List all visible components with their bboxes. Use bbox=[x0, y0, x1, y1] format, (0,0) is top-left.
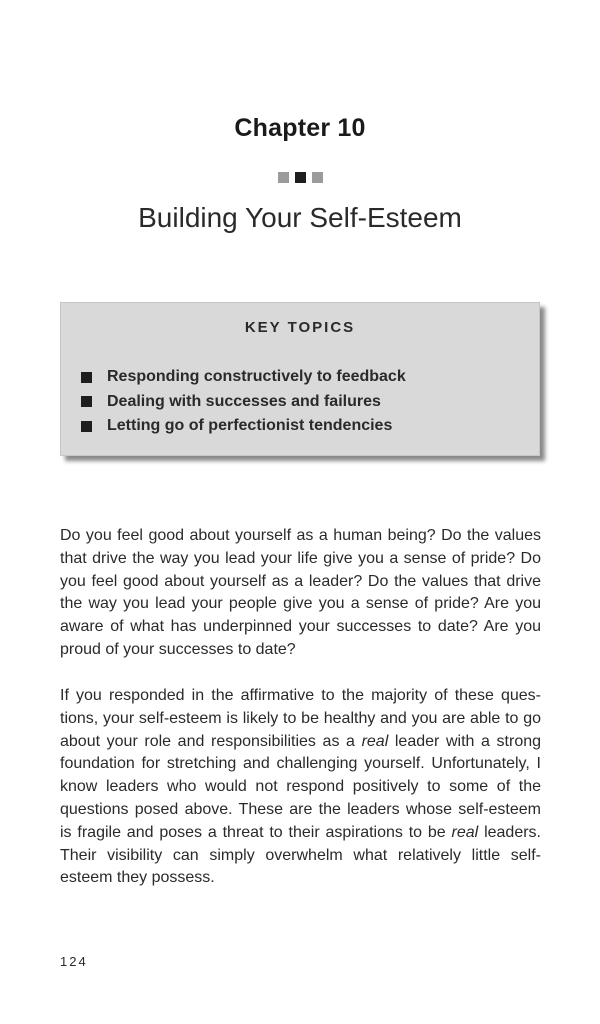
emphasis-real: real bbox=[361, 732, 389, 750]
chapter-title: Building Your Self-Esteem bbox=[138, 202, 462, 233]
paragraph-2-text: leader with a strong foundation for stretching and challenging yourself. Unfortunately, I know leaders who would not respond positively to some of the questions posed above. These are the leaders whose self-esteem is fragile and poses a threat to their aspirations to be bbox=[60, 732, 542, 841]
body-paragraph-2 bbox=[60, 685, 541, 890]
chapter-number: Chapter 10 bbox=[234, 114, 366, 142]
ornament-square-center bbox=[295, 172, 306, 183]
key-topics-box bbox=[60, 302, 540, 456]
chapter-ornament bbox=[0, 172, 600, 183]
page-number: 124 bbox=[60, 954, 88, 969]
key-topic-text: Responding constructively to feedback bbox=[107, 368, 406, 386]
square-bullet-icon bbox=[81, 421, 92, 432]
key-topics-list bbox=[81, 365, 406, 439]
paragraph-2-text: leaders. Their visibility can simply overwhelm what relatively little self-esteem they possess. bbox=[60, 823, 541, 887]
key-topic-item bbox=[81, 414, 406, 439]
key-topics-heading: KEY TOPICS bbox=[244, 319, 356, 336]
key-topic-text: Dealing with successes and failures bbox=[107, 392, 381, 410]
emphasis-real: real bbox=[451, 823, 479, 841]
ornament-square-left bbox=[278, 172, 289, 183]
body-paragraph-1: Do you feel good about yourself as a human being? Do the values that drive the way you lead your life give you a sense of pride? Do you feel good about yourself as a leader? Do the values that drive the way you lead your people give you a sense of pride? Are you aware of what has underpinned your successes to date? Are you proud of your successes to date? bbox=[60, 527, 541, 658]
ornament-square-right bbox=[312, 172, 323, 183]
key-topic-text: Letting go of perfectionist tendencies bbox=[107, 417, 393, 435]
key-topic-item bbox=[81, 390, 406, 415]
paragraph-2-text: If you responded in the affirmative to the majority of these questions, your self-esteem is likely to be healthy and you are able to go about your role and responsibilities as a bbox=[60, 687, 541, 750]
key-topic-item bbox=[81, 365, 406, 390]
square-bullet-icon bbox=[81, 396, 92, 407]
square-bullet-icon bbox=[81, 372, 92, 383]
